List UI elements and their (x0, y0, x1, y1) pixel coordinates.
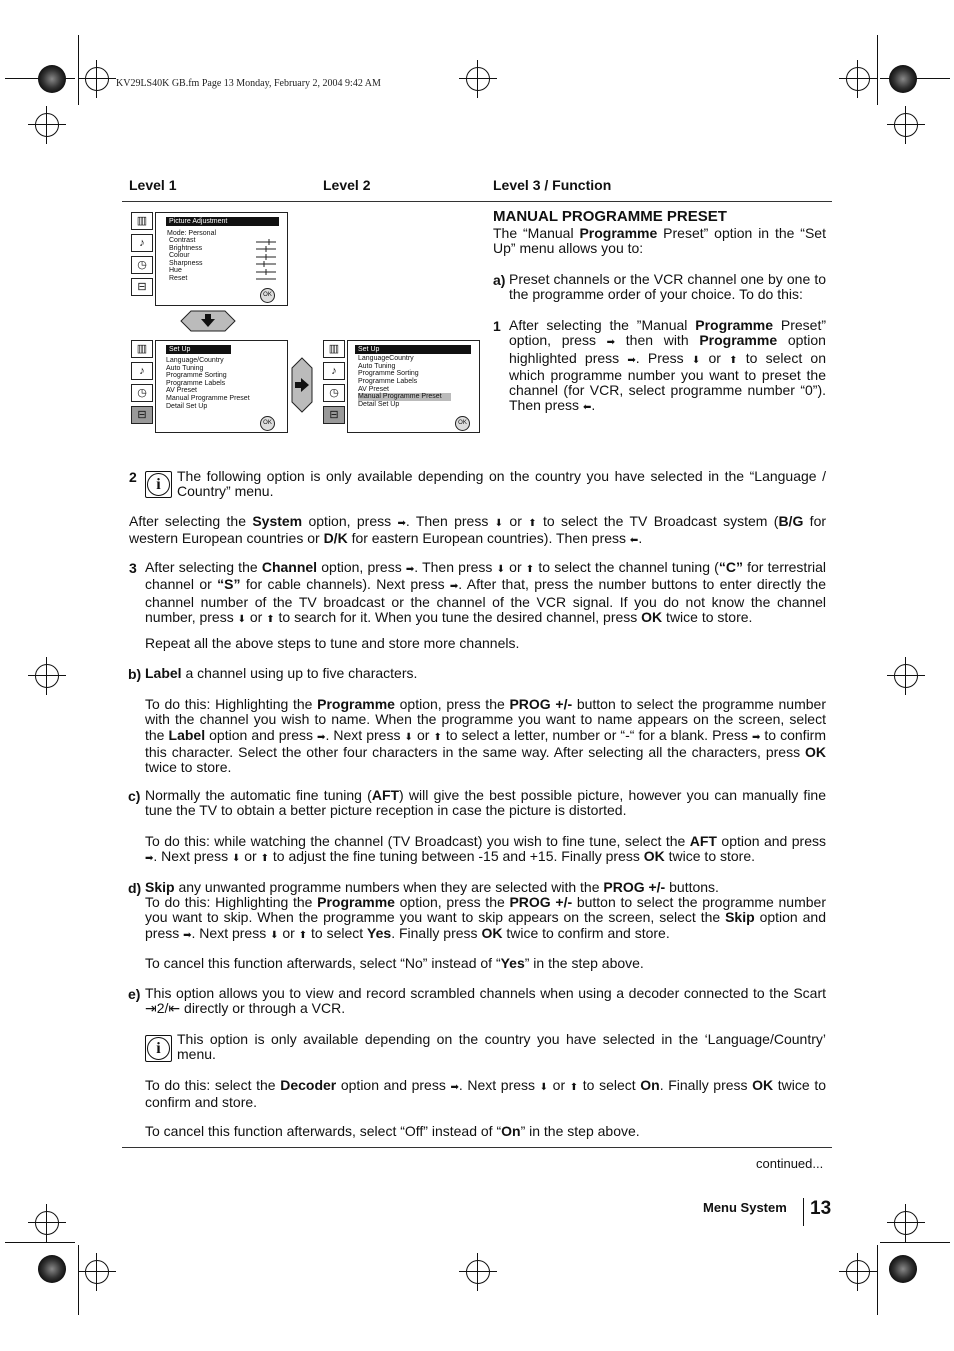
step-number: 2 (129, 469, 137, 485)
setup-menu-level2 (347, 340, 480, 433)
picture-icon: ▥ (131, 212, 153, 230)
setup-menu (155, 340, 288, 433)
page-number-divider (803, 1198, 804, 1226)
menu-item: Detail Set Up (358, 400, 400, 408)
menu-icon-column (131, 340, 153, 428)
info-icon: i (145, 471, 172, 498)
registration-dot (38, 1255, 66, 1283)
registration-dot (889, 65, 917, 93)
step2-text: After selecting the System option, press ➡. Then press ⬇ or ⬆ to select the TV Broadcast system (B/G for western European countries or D/K for eastern European countries). Then press ⬅. (129, 513, 827, 547)
item-text-c: Normally the automatic fine tuning (AFT) will give the best possible picture, however you can manually fine tune the TV to obtain a better picture reception in case the picture is distorted. (145, 787, 827, 819)
menu-title: Set Up (355, 345, 471, 354)
item-label-d: d) (128, 880, 142, 896)
menu-item: Auto Tuning (358, 362, 396, 370)
menu-item: Programme Sorting (358, 370, 419, 377)
sound-icon: ♪ (131, 362, 153, 380)
item-text-b: Label a channel using up to five characters. (145, 665, 418, 681)
picture-icon: ▥ (323, 340, 345, 358)
menu-item: Detail Set Up (166, 402, 208, 410)
note-text: The following option is only available depending on the country you have selected in the “Language / Country” menu. (177, 468, 826, 500)
registration-mark (85, 1260, 109, 1284)
registration-dot (889, 1255, 917, 1283)
menu-item: Programme Labels (358, 378, 418, 385)
step3-text: After selecting the Channel option, press ➡. Then press ⬇ or ⬆ to select the channel tuning (“C” for terrestrial channel or “S” for cable channels). Next press ➡. After that, press the number buttons to enter directly the channel number of the TV broadcast or the channel of the VCR signal. If you do not know the channel number, press ⬇ or ⬆ to search for it. When you tune the desired channel, press OK twice to store. (145, 559, 826, 625)
item-label-c: c) (128, 788, 141, 804)
registration-mark (35, 664, 59, 688)
column-header-level2: Level 2 (323, 177, 371, 193)
menu-item: Language/Country (166, 357, 224, 364)
menu-item: AV Preset (166, 387, 197, 394)
repeat-text: Repeat all the above steps to tune and store more channels. (145, 635, 520, 651)
continued-text: continued... (756, 1156, 824, 1171)
menu-icon-column (323, 340, 345, 428)
menu-item: AV Preset (358, 385, 389, 393)
item-label-e: e) (128, 986, 141, 1002)
slider-marks (254, 237, 278, 281)
registration-mark (894, 1211, 918, 1235)
registration-mark (846, 1260, 870, 1284)
section-title: MANUAL PROGRAMME PRESET (493, 208, 727, 225)
menu-mode: Mode: Personal (167, 230, 217, 237)
item-label-a: a) (493, 272, 506, 288)
footer-divider (122, 1147, 832, 1148)
item-text-e: This option allows you to view and record scrambled channels when using a decoder connected to the Scart ⇥2/⇤ directly or through a VCR. (145, 985, 826, 1017)
registration-mark (466, 1260, 490, 1284)
ok-button-icon: OK (455, 416, 470, 431)
crop-mark (877, 1245, 878, 1315)
menu-item-highlighted: Manual Programme Preset (358, 393, 451, 401)
picture-icon: ▥ (131, 340, 153, 358)
menu-item: Brightness (169, 244, 203, 252)
item-cancel-e: To cancel this function afterwards, select “Off” instead of “On” in the step above. (145, 1123, 640, 1139)
info-icon: i (145, 1035, 172, 1062)
item-text-d: Skip any unwanted programme numbers when they are selected with the PROG +/- buttons. (145, 879, 719, 895)
ok-button-icon: OK (260, 288, 275, 303)
registration-mark (894, 113, 918, 137)
page-number: 13 (810, 1198, 832, 1219)
menu-item: Programme Labels (166, 379, 226, 387)
crop-mark (78, 1245, 79, 1315)
header-divider (122, 201, 832, 202)
registration-mark (846, 67, 870, 91)
timer-icon: ◷ (131, 256, 153, 274)
item-instructions-c: To do this: while watching the channel (TV Broadcast) you wish to fine tune, select the AFT option and press ➡. Next press ⬇ or ⬆ to adjust the fine tuning between -15 and +15. Finally press OK twice to store. (145, 833, 826, 865)
menu-title: Picture Adjustment (166, 217, 279, 226)
down-arrow-icon (179, 309, 237, 333)
sound-icon: ♪ (131, 234, 153, 252)
step-number: 1 (493, 318, 501, 334)
registration-dot (38, 65, 66, 93)
timer-icon: ◷ (131, 384, 153, 402)
ok-button-icon: OK (260, 416, 275, 431)
menu-item: Contrast (169, 237, 196, 244)
crop-mark (5, 1242, 75, 1243)
picture-adjustment-menu (155, 212, 288, 306)
setup-icon: ⊟ (131, 278, 153, 296)
menu-item: Hue (169, 267, 182, 274)
item-instructions-d: To do this: Highlighting the Programme option, press the PROG +/- button to select the programme number you want to skip. When the programme you want to skip appears on the screen, select the Skip option and press ➡. Next press ⬇ or ⬆ to select Yes. Finally press OK twice to confirm and store. (145, 894, 826, 941)
registration-mark (894, 664, 918, 688)
menu-item: Programme Sorting (166, 372, 227, 379)
registration-mark (35, 1211, 59, 1235)
column-header-level1: Level 1 (129, 177, 177, 193)
step-number: 3 (129, 560, 137, 576)
menu-item: Sharpness (169, 259, 203, 267)
item-label-b: b) (128, 666, 142, 682)
item-instructions-e: To do this: select the Decoder option and press ➡. Next press ⬇ or ⬆ to select On. Finally press OK twice to confirm and store. (145, 1077, 826, 1111)
crop-mark (880, 1242, 950, 1243)
section-name: Menu System (703, 1200, 787, 1215)
menu-item: LanguageCountry (358, 355, 414, 362)
right-arrow-icon (290, 356, 314, 414)
menu-item: Colour (169, 252, 190, 259)
step1-text: After selecting the ”Manual Programme Preset” option, press ➡ then with Programme option highlighted press ➡. Press ⬇ or ⬆ to select on which programme number you want to preset the channel (for VCR, select programme number “0”). Then press ⬅. (509, 317, 827, 414)
menu-item: Auto Tuning (166, 364, 204, 372)
note-text: This option is only available depending on the country you have selected in the ‘Language/Country’ menu. (177, 1031, 826, 1063)
registration-mark (35, 113, 59, 137)
section-intro: The “Manual Programme Preset” option in the “Set Up” menu allows you to: (493, 225, 826, 257)
crop-mark (78, 35, 79, 105)
menu-item: Reset (169, 274, 188, 282)
menu-item: Manual Programme Preset (166, 395, 250, 402)
registration-mark (85, 67, 109, 91)
setup-icon: ⊟ (323, 406, 345, 424)
sound-icon: ♪ (323, 362, 345, 380)
setup-icon: ⊟ (131, 406, 153, 424)
timer-icon: ◷ (323, 384, 345, 402)
item-instructions-b: To do this: Highlighting the Programme option, press the PROG +/- button to select the programme number with the channel you wish to name. When the programme you want to name appears on the screen, select the Label option and press ➡. Next press ⬇ or ⬆ to select a letter, number or “-“ for a blank. Press ➡ to confirm this character. Select the other four characters in the same way. After selecting all the characters, press OK twice to store. (145, 696, 827, 776)
file-info-header: KV29LS40K GB.fm Page 13 Monday, February 2, 2004 9:42 AM (116, 78, 381, 89)
menu-icon-column (131, 212, 153, 300)
crop-mark (877, 35, 878, 105)
item-text-a: Preset channels or the VCR channel one by one to the programme order of your choice. To do this: (509, 271, 826, 303)
column-header-level3: Level 3 / Function (493, 177, 612, 193)
item-cancel-d: To cancel this function afterwards, select “No” instead of “Yes” in the step above. (145, 955, 644, 971)
registration-mark (466, 67, 490, 91)
menu-title: Set Up (166, 345, 231, 354)
